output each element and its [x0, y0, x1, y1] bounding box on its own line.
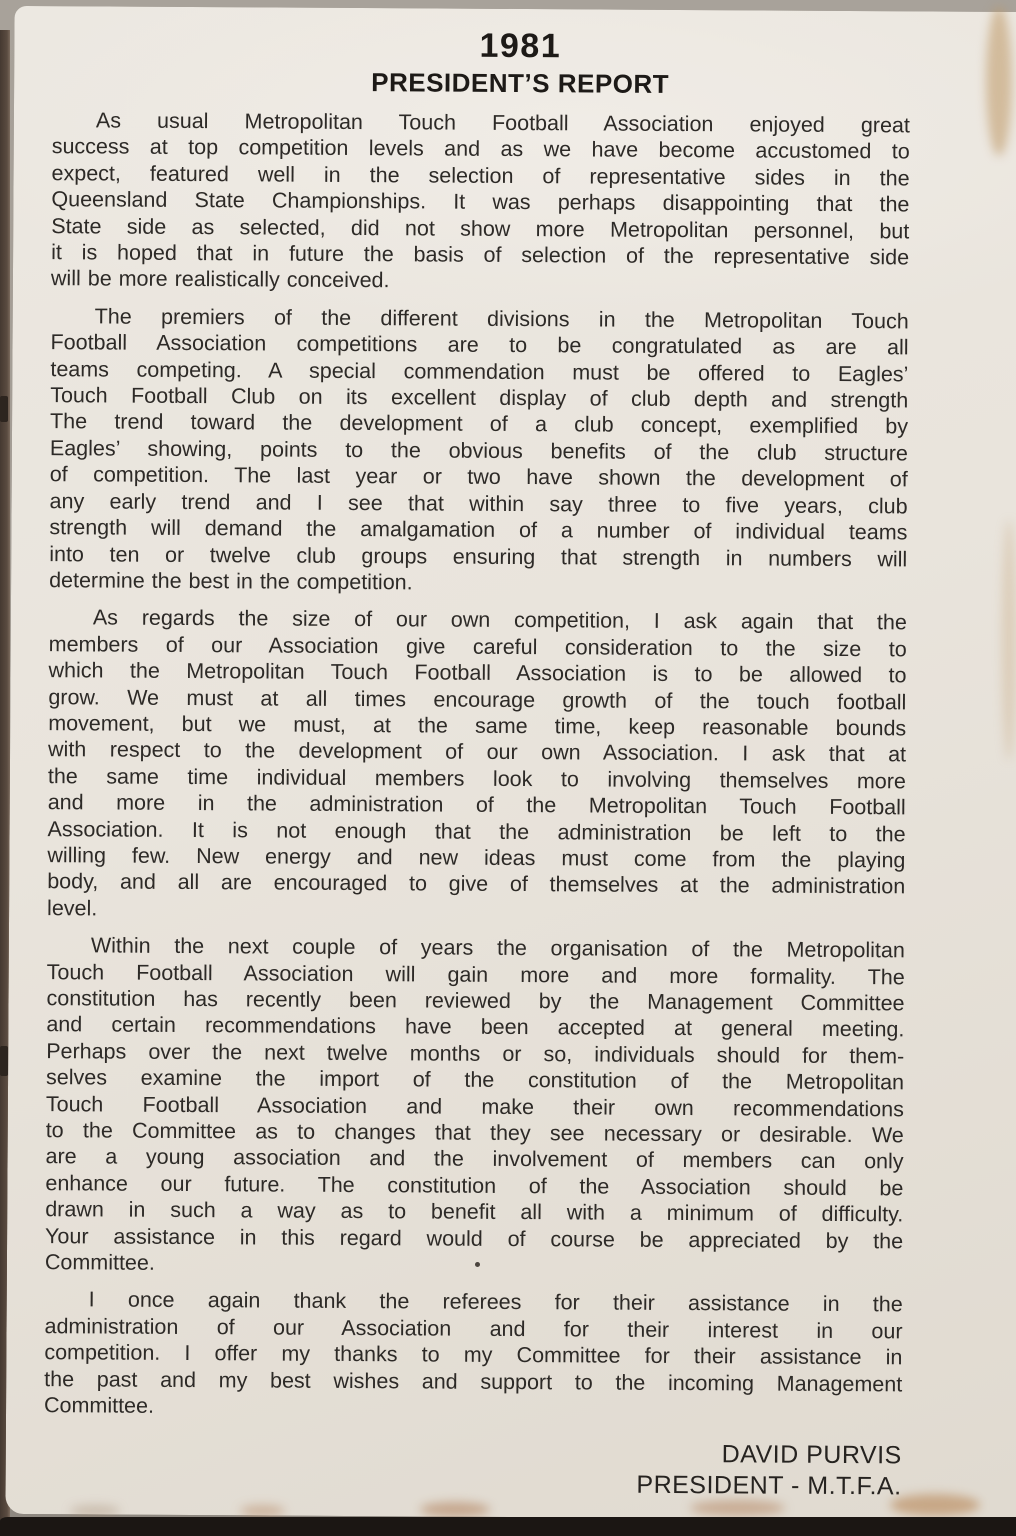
report-line: drawn in such a way as to benefit all with a minimum of difficulty.	[45, 1197, 904, 1227]
report-line: it is hoped that in future the basis of selection of the representative side	[51, 240, 910, 270]
report-line: members of our Association give careful consideration to the size to	[48, 631, 907, 662]
report-line: to the Committee as to changes that they see necessary or desirable. We	[45, 1118, 904, 1148]
paper-stain	[420, 1502, 490, 1517]
paper-stain	[890, 1494, 980, 1516]
report-paragraph	[45, 932, 905, 1281]
report-line: administration of our Association and for their interest in our	[44, 1314, 903, 1344]
report-paragraph	[51, 107, 910, 297]
signature-role: PRESIDENT - M.T.F.A.	[636, 1470, 902, 1500]
staple-mark	[0, 1046, 8, 1076]
report-line: Committee.	[43, 1393, 155, 1418]
scan-bottom-edge	[0, 1517, 1016, 1536]
paper-stain	[986, 6, 1012, 156]
report-line: the past and my best wishes and support to the incoming Management	[44, 1366, 903, 1397]
report-line: constitution has recently been reviewed by the Management Committee	[46, 986, 905, 1016]
report-line: The trend toward the development of a club concept, exemplified by	[50, 409, 909, 439]
report-line: success at top competition levels and as we have become accustomed to	[51, 134, 910, 164]
report-line: of competition. The last year or two have shown the development of	[49, 462, 908, 492]
report-line: and more in the administration of the Metropolitan Touch Football	[47, 790, 906, 820]
signature-name: DAVID PURVIS	[721, 1439, 902, 1469]
report-line: body, and all are encouraged to give of themselves at the administration	[47, 869, 906, 899]
report-paragraph	[49, 303, 909, 599]
report-line: which the Metropolitan Touch Football Association is to be allowed to	[48, 658, 907, 688]
paper-stain	[690, 1500, 785, 1516]
report-line: into ten or twelve club groups ensuring that strength in numbers will	[49, 541, 908, 571]
paper-stain	[70, 1505, 120, 1517]
report-line: selves examine the import of the constitution of the Metropolitan	[45, 1065, 905, 1095]
report-line: State side as selected, did not show more Metropolitan personnel, but	[51, 213, 910, 244]
page-title: PRESIDENT’S REPORT	[371, 67, 670, 99]
report-line: As usual Metropolitan Touch Football Association enjoyed great	[95, 108, 910, 138]
report-line: As regards the size of our own competition, I ask again that the	[92, 605, 907, 635]
report-line: are a young association and the involvement of members can only	[45, 1144, 904, 1174]
report-line: teams competing. A special commendation must be offered to Eagles’	[50, 356, 909, 387]
report-line: Touch Football Association and make their own recommendations	[45, 1091, 904, 1122]
report-line: movement, but we must, at the same time, keep reasonable bounds	[48, 711, 907, 741]
report-line: Your assistance in this regard would of course be appreciated by the	[45, 1223, 904, 1254]
report-line: Touch Football Club on its excellent display of club depth and strength	[50, 383, 909, 413]
signature-block	[6, 1434, 902, 1501]
report-line: Football Association competitions are to be congratulated as are all	[50, 330, 909, 360]
report-year: 1981	[479, 26, 562, 66]
report-header	[14, 6, 1016, 100]
report-line: competition. I offer my thanks to my Committee for their assistance in	[44, 1340, 903, 1370]
report-line: Within the next couple of years the organisation of the Metropolitan	[90, 933, 905, 963]
report-line: expect, featured well in the selection of representative sides in the	[51, 160, 910, 191]
paper-stain	[240, 1505, 285, 1517]
report-line: Association. It is not enough that the administration be left to the	[47, 816, 906, 846]
report-line: level.	[47, 895, 98, 921]
report-paragraph	[44, 1287, 903, 1424]
report-line: Perhaps over the next twelve months or so, individuals should for them-	[46, 1038, 905, 1069]
report-line: any early trend and I see that within say three to five years, club	[49, 488, 908, 519]
report-line: enhance our future. The constitution of the Association should be	[45, 1170, 904, 1201]
report-line: The premiers of the different divisions in the Metropolitan Touch	[94, 304, 909, 334]
paper-stain	[1002, 520, 1016, 760]
report-line: determine the best in the competition.	[49, 568, 413, 595]
report-line: Eagles’ showing, points to the obvious benefits of the club structure	[49, 436, 908, 466]
report-body	[44, 107, 910, 1424]
ink-speck	[475, 1262, 480, 1267]
report-line: Touch Football Association will gain more and more formality. The	[46, 959, 905, 989]
report-line: strength will demand the amalgamation of a number of individual teams	[49, 515, 908, 545]
report-line: grow. We must at all times encourage growth of the touch football	[48, 684, 907, 714]
report-line: Committee.	[44, 1250, 155, 1275]
report-paragraph	[47, 604, 907, 926]
report-line: will be more realistically conceived.	[50, 266, 390, 293]
report-line: I once again thank the referees for their assistance in the	[88, 1287, 903, 1317]
report-line: Queensland State Championships. It was perhaps disappointing that the	[51, 187, 910, 217]
report-line: the same time individual members look to involving themselves more	[47, 763, 906, 794]
report-line: willing few. New energy and new ideas must come from the playing	[47, 843, 906, 873]
report-line: and certain recommendations have been accepted at general meeting.	[46, 1012, 905, 1042]
report-page	[5, 6, 1016, 1520]
staple-mark	[0, 396, 8, 422]
report-line: with respect to the development of our own Association. I ask that at	[48, 737, 907, 767]
